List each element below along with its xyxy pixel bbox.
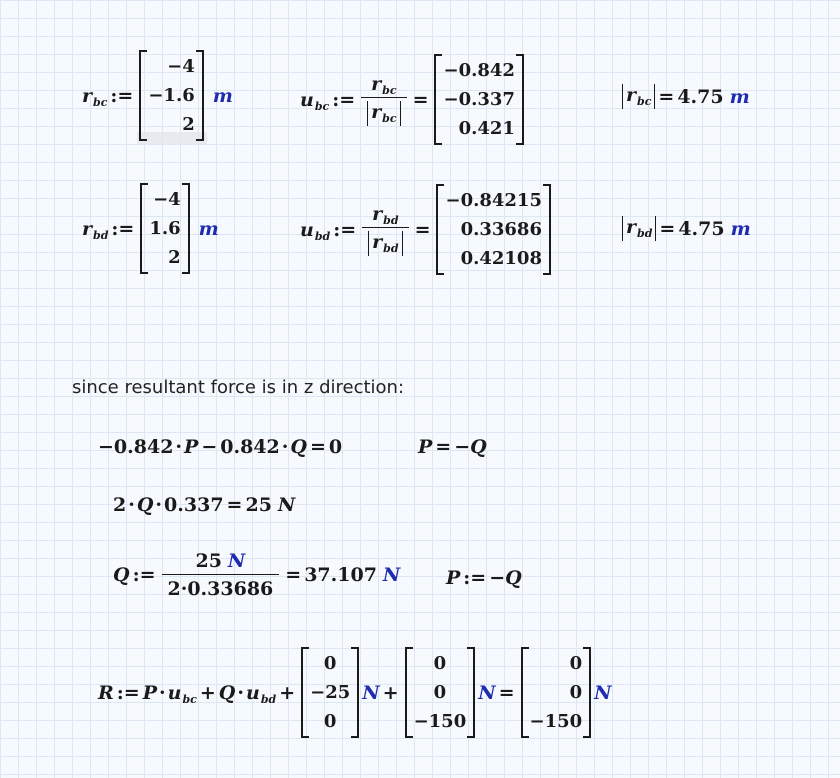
coef-value: 0.337	[164, 494, 224, 516]
magnitude-bars: r $_{bd}$	[622, 216, 656, 241]
q-unit: N	[382, 564, 401, 586]
assign-operator: :=	[132, 564, 156, 586]
multiply-dot: ·	[175, 436, 183, 458]
rbd-magnitude[interactable]	[622, 216, 751, 241]
var-p: P	[418, 436, 433, 458]
ubd-y: 0.33686	[460, 219, 542, 240]
coef-1: −0.842	[98, 436, 174, 458]
multiply-dot: ·	[128, 494, 135, 516]
var-p: P	[184, 436, 199, 458]
numerator-value: 25	[195, 550, 222, 572]
denominator: 2·0.33686	[162, 574, 280, 600]
ubc-symbol: u $_{bc}$	[167, 681, 197, 706]
rhs-value: 25	[245, 494, 272, 516]
multiply-dot: ·	[281, 436, 289, 458]
equals-sign: =	[414, 218, 431, 241]
result-z: −150	[529, 711, 583, 732]
assign-operator: :=	[111, 217, 135, 240]
coef-2: 0.842	[220, 436, 280, 458]
rbc-vector	[139, 50, 203, 141]
rbd-unit: m	[198, 217, 219, 240]
var-q: Q	[290, 436, 307, 458]
var-p: P	[446, 567, 461, 589]
ubc-vector	[434, 54, 523, 145]
rbc-x: −4	[167, 56, 195, 77]
text-note[interactable]: since resultant force is in z direction:	[72, 377, 405, 398]
vec1-z: 0	[323, 711, 337, 732]
unit-n: N	[277, 494, 296, 516]
rbd-x: −4	[153, 189, 181, 210]
vec1-x: 0	[323, 653, 337, 674]
assign-operator: :=	[463, 567, 487, 589]
vec1-y: −25	[310, 682, 351, 703]
rbd-magnitude-unit: m	[730, 217, 751, 240]
rbd-symbol: r $_{bd}$	[82, 217, 109, 242]
rbc-definition[interactable]	[82, 50, 233, 141]
ubc-x: −0.842	[443, 60, 515, 81]
q-fraction	[162, 550, 280, 600]
assign-operator: :=	[332, 88, 356, 111]
result-x: 0	[569, 653, 583, 674]
ubc-y: −0.337	[443, 89, 515, 110]
result-y: 0	[569, 682, 583, 703]
ubd-definition[interactable]	[300, 184, 554, 275]
equals-sign: =	[658, 85, 675, 108]
rbd-y: 1.6	[149, 218, 181, 239]
plus-sign: +	[382, 681, 399, 704]
ubd-vector	[436, 184, 551, 275]
plus-sign: +	[199, 681, 216, 704]
assign-operator: :=	[333, 218, 357, 241]
multiply-dot: ·	[155, 494, 163, 516]
neg-q: −Q	[489, 567, 522, 589]
vec1-unit: N	[362, 681, 380, 704]
var-q: Q	[218, 681, 236, 704]
vec2-y: 0	[433, 682, 447, 703]
rbc-magnitude[interactable]	[622, 84, 750, 109]
equation-1[interactable]	[98, 436, 342, 458]
equals-sign: =	[435, 436, 452, 458]
magnitude-bars: r $_{bc}$	[622, 84, 655, 109]
r-definition[interactable]	[98, 647, 612, 738]
equation-2[interactable]	[113, 494, 295, 516]
neg-q: −Q	[454, 436, 487, 458]
rbd-z: 2	[168, 247, 181, 268]
rbc-z: 2	[182, 114, 195, 135]
rbd-magnitude-value: 4.75	[678, 217, 725, 240]
vec2-z: −150	[413, 711, 467, 732]
assign-operator: :=	[110, 84, 134, 107]
equals-sign: =	[412, 88, 429, 111]
rbc-magnitude-value: 4.75	[677, 85, 724, 108]
assign-operator: :=	[116, 681, 140, 704]
force-vector-1	[301, 647, 359, 738]
ubc-z: 0.421	[458, 118, 515, 139]
ubc-definition[interactable]	[300, 54, 527, 145]
coef-2: 2	[113, 494, 127, 516]
ubc-fraction: r $_{bc}$ r $_{bc}$	[361, 73, 406, 126]
equation-1-result[interactable]	[418, 436, 487, 458]
var-p: P	[142, 681, 158, 704]
equals-sign: =	[226, 494, 243, 516]
ubd-fraction: r $_{bd}$ r $_{bd}$	[362, 203, 408, 256]
rbc-magnitude-unit: m	[729, 85, 750, 108]
rbc-unit: m	[212, 84, 233, 107]
var-q: Q	[113, 564, 130, 586]
equals-sign: =	[498, 681, 515, 704]
equals-sign: =	[309, 436, 326, 458]
equals-sign: =	[659, 217, 676, 240]
ubd-x: −0.84215	[445, 190, 542, 211]
rhs-zero: 0	[328, 436, 343, 458]
vec2-unit: N	[478, 681, 496, 704]
var-r: R	[98, 681, 114, 704]
rbc-symbol: r $_{bc}$	[82, 84, 108, 109]
ubd-z: 0.42108	[460, 248, 542, 269]
magnitude-bars: r $_{bd}$	[368, 231, 402, 256]
minus-sign: −	[201, 436, 218, 458]
rbd-vector	[140, 183, 189, 274]
multiply-dot: ·	[159, 681, 166, 704]
p-definition[interactable]	[446, 567, 522, 589]
force-vector-2	[405, 647, 476, 738]
multiply-dot: ·	[237, 681, 244, 704]
numerator-unit: N	[227, 550, 246, 572]
result-unit: N	[594, 681, 612, 704]
plus-sign: +	[279, 681, 296, 704]
magnitude-bars: r $_{bc}$	[367, 101, 400, 126]
resultant-vector	[521, 647, 592, 738]
vec2-x: 0	[433, 653, 447, 674]
q-definition[interactable]	[113, 550, 400, 600]
var-q: Q	[136, 494, 154, 516]
ubd-symbol: u $_{bd}$	[245, 681, 277, 706]
q-value: 37.107	[304, 564, 377, 586]
ubd-symbol: u $_{bd}$	[300, 218, 331, 243]
equals-sign: =	[285, 564, 302, 586]
ubc-symbol: u $_{bc}$	[300, 88, 330, 113]
rbd-definition[interactable]	[82, 183, 219, 274]
rbc-y: −1.6	[148, 85, 195, 106]
